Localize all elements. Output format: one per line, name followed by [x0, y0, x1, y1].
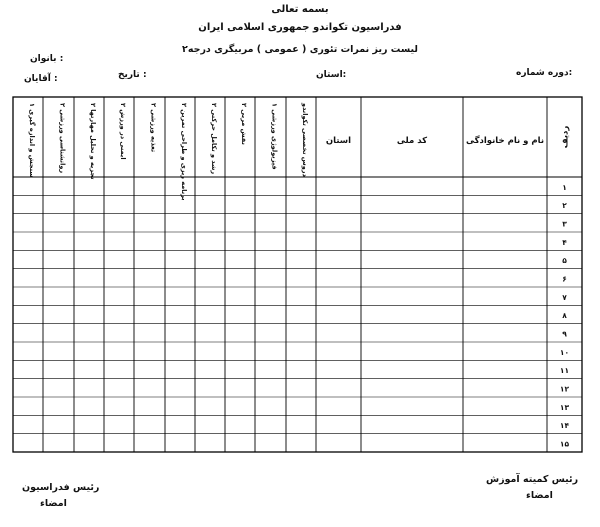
row-number: ۱۱: [559, 366, 570, 376]
column-header-9: برنامه ریزی و طراحی تمرین ۲: [180, 103, 188, 201]
row-number: ۱۲: [559, 384, 570, 394]
column-header-7: نقش مربی ۲: [240, 103, 248, 145]
row-number: ۱۵: [559, 439, 570, 449]
header-list-title: لیست ریز نمرات تئوری ( عمومی ) مربیگری درجه۲: [182, 44, 418, 55]
column-header-5: دروس تخصصی تکواندو: [301, 103, 309, 177]
row-number: ۱۰: [559, 347, 570, 357]
row-number: ۶: [562, 274, 567, 284]
row-number: ۱۳: [559, 402, 570, 412]
row-number: ۹: [562, 329, 567, 339]
table-border: [13, 97, 582, 452]
label-course-number: دوره شماره:: [516, 68, 573, 78]
column-header-8: رشد و تکامل حرکتی ۲: [210, 103, 218, 175]
row-number: ۸: [562, 311, 567, 321]
row-number: ۴: [562, 237, 567, 247]
row-number: ۲: [562, 201, 567, 211]
column-header-6: فیزیولوژی ورزشی ۱: [270, 103, 279, 170]
column-header-11: ایمنی در ورزش ۲: [119, 103, 127, 160]
column-header-14: سنجش و اندازه گیری ۱: [28, 103, 36, 178]
column-header-4: استان: [325, 136, 352, 146]
label-women: بانوان :: [30, 54, 64, 64]
column-header-3: کد ملی: [396, 136, 428, 146]
signature-education-head: امضاء: [526, 490, 553, 501]
column-header-10: تغذیه ورزشی ۲: [149, 103, 158, 153]
row-number: ۵: [562, 256, 567, 266]
signature-education-head-title: رئیس کمیته آموزش: [486, 474, 579, 485]
signature-federation-head: امضاء: [40, 498, 67, 509]
row-number: ۷: [562, 292, 567, 302]
header-federation: فدراسیون تکواندو جمهوری اسلامی ایران: [198, 22, 402, 33]
signature-federation-head-title: رئیس فدراسیون: [22, 482, 100, 493]
row-number: ۱۴: [559, 421, 570, 431]
label-men: آقایان :: [24, 74, 58, 84]
column-header-2: نام و نام خانوادگی: [465, 136, 545, 146]
label-date: تاریخ :: [118, 70, 147, 80]
header-bismillah: بسمه تعالی: [271, 4, 329, 15]
column-header-13: روانشناسی ورزشی ۲: [58, 103, 67, 174]
label-province: استان:: [316, 70, 347, 80]
row-number: ۱: [562, 182, 567, 192]
column-header-12: تجزیه و تحلیل مهارتها ۲: [89, 103, 97, 180]
row-number: ۳: [562, 219, 567, 229]
column-header-1: ردیف: [560, 125, 571, 149]
